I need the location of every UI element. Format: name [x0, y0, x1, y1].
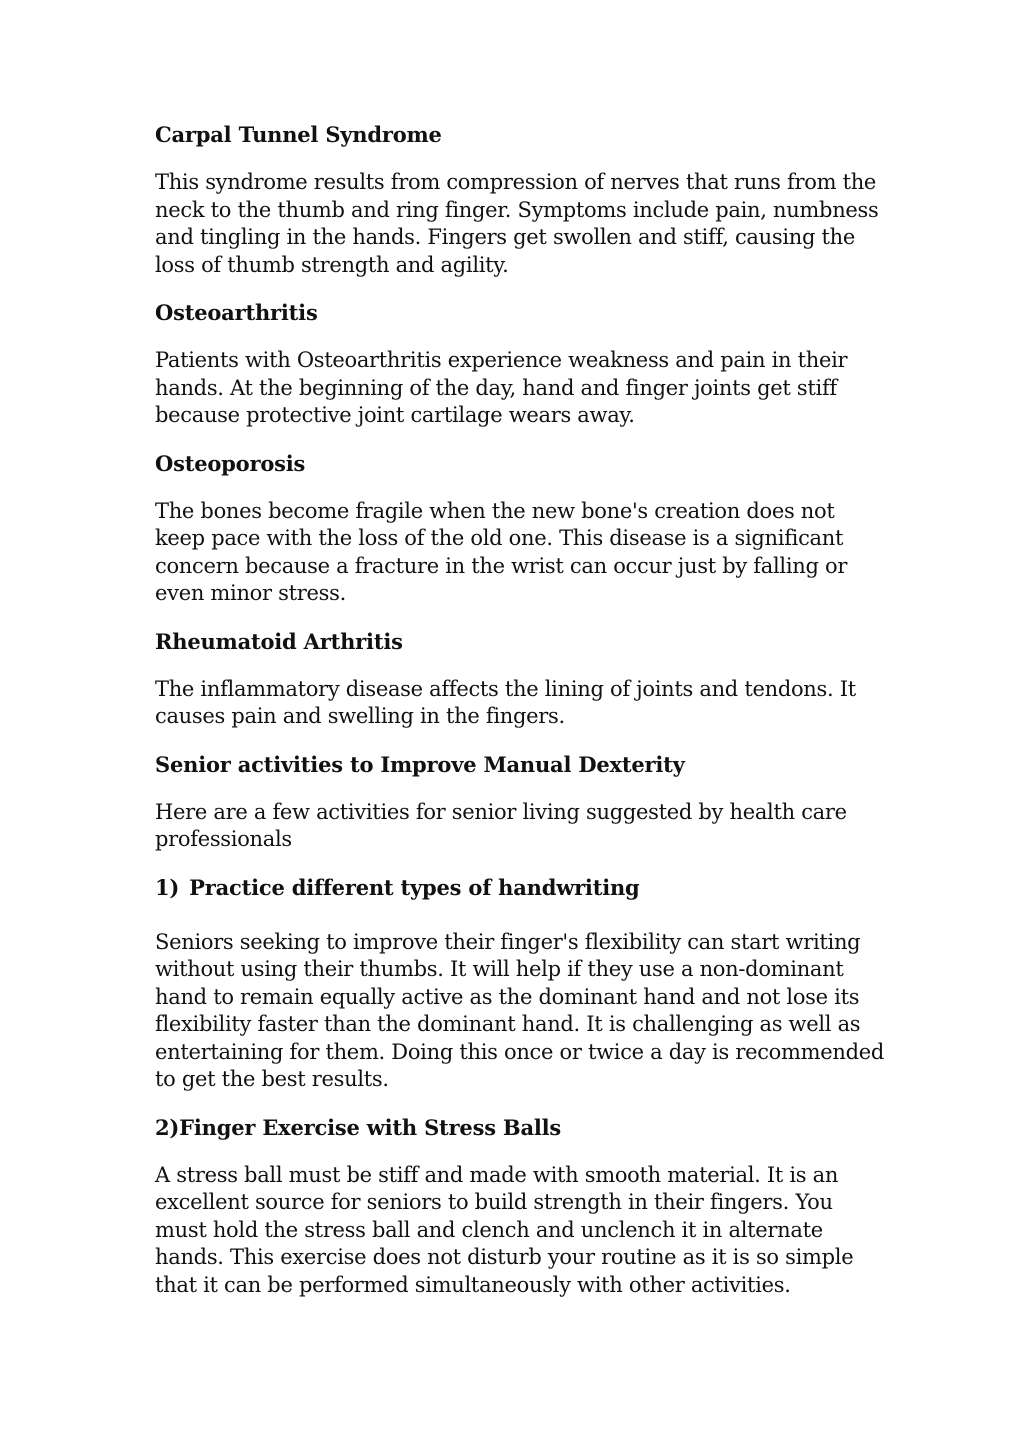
section-heading: Osteoarthritis	[155, 300, 318, 325]
section-heading: Osteoporosis	[155, 450, 306, 476]
section-heading: Carpal Tunnel Syndrome	[155, 122, 442, 147]
section-body: The inflammatory disease affects the lining of joints and tendons. It causes pain and swelling in the fingers.	[155, 676, 856, 728]
section-carpal-tunnel	[155, 121, 885, 279]
activity-body: A stress ball must be stiff and made with smooth material. It is an excellent source for seniors to build strength in their fingers. You must hold the stress ball and clench and unclench it in alternate hands. This exercise does not disturb your routine as it is so simple that it can be performed simultaneously with other activities.	[155, 1162, 854, 1297]
document-page	[155, 121, 885, 1319]
activity-title: Finger Exercise with Stress Balls	[179, 1114, 562, 1140]
activity-body: Seniors seeking to improve their finger's flexibility can start writing without using their thumbs. It will help if they use a non-dominant hand to remain equally active as the dominant hand and not lose its flexibility faster than the dominant hand. It is challenging as well as entertaining for them. Doing this once or twice a day is recommended to get the best results.	[155, 929, 884, 1091]
activity-title: Practice different types of handwriting	[189, 874, 640, 900]
section-osteoarthritis	[155, 299, 885, 430]
section-rheumatoid-arthritis	[155, 628, 885, 731]
section-body: Patients with Osteoarthritis experience weakness and pain in their hands. At the beginning of the day, hand and finger joints get stiff because protective joint cartilage wears away.	[155, 348, 848, 427]
section-heading: Senior activities to Improve Manual Dexterity	[155, 751, 685, 777]
activity-stress-balls	[155, 1114, 885, 1300]
activity-number: 2)	[155, 1114, 180, 1140]
section-body: This syndrome results from compression of nerves that runs from the neck to the thumb and ring finger. Symptoms include pain, numbness and tingling in the hands. Fingers get swollen and stiff, causing the loss of thumb strength and agility.	[155, 170, 879, 277]
activity-handwriting	[155, 874, 885, 1094]
section-heading: Rheumatoid Arthritis	[155, 628, 403, 654]
section-body: Here are a few activities for senior living suggested by health care professionals	[155, 799, 847, 851]
activity-heading	[155, 874, 885, 902]
activity-number: 1)	[155, 874, 180, 900]
section-osteoporosis	[155, 450, 885, 608]
activity-heading	[155, 1114, 885, 1142]
section-senior-activities	[155, 751, 885, 854]
section-body: The bones become fragile when the new bone's creation does not keep pace with the loss of the old one. This disease is a significant concern because a fracture in the wrist can occur just by falling or even minor stress.	[155, 498, 848, 605]
